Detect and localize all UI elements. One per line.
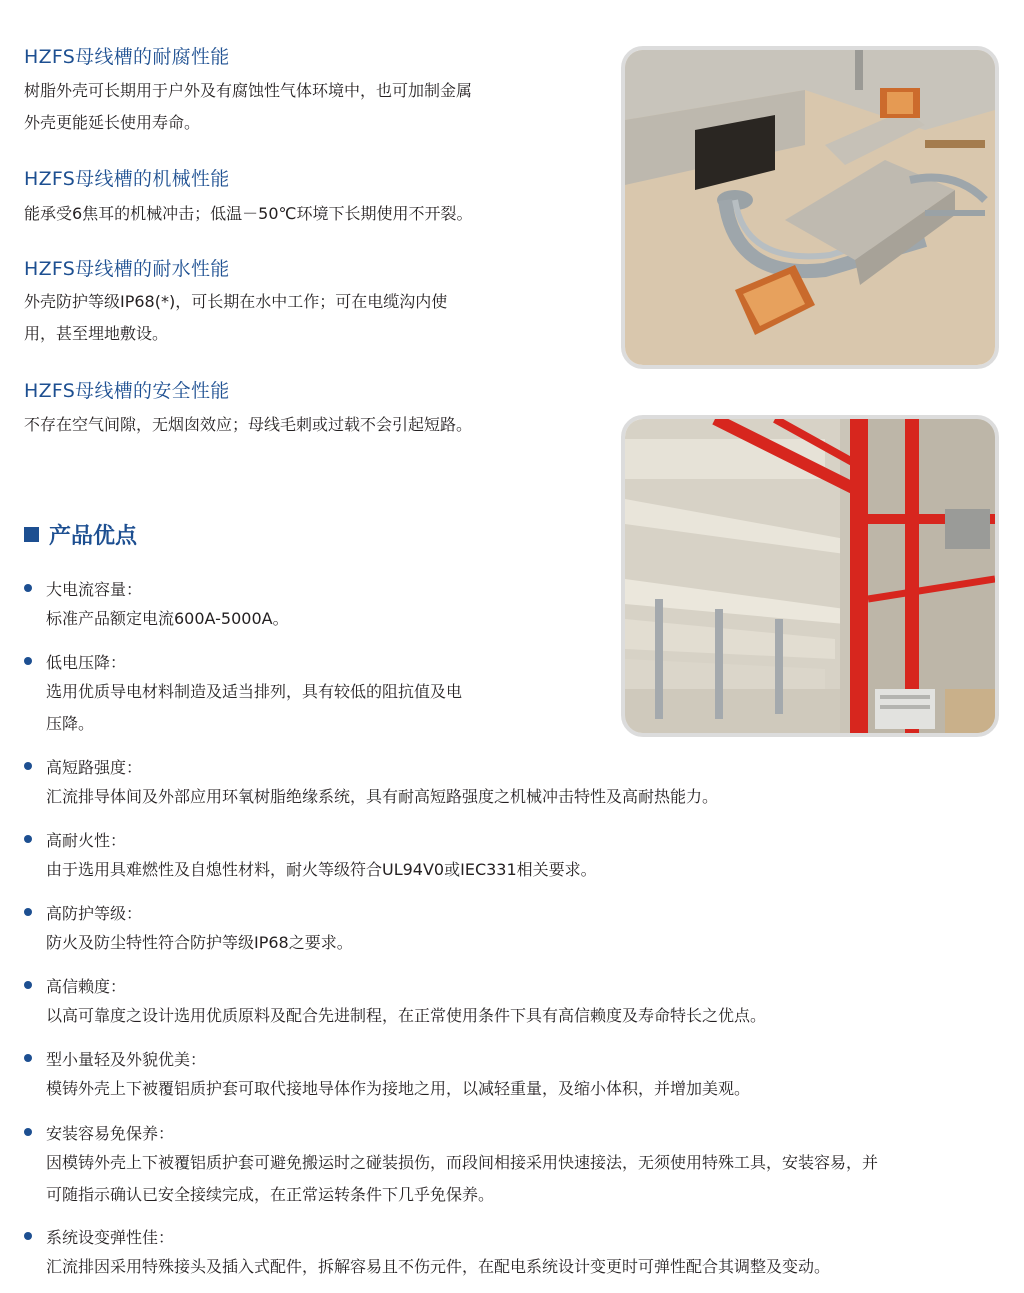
list-item-desc: 汇流排因采用特殊接头及插入式配件，拆解容易且不伤元件，在配电系统设计变更时可弹性配合其调整及变动。 <box>46 1257 831 1276</box>
list-item-desc: 以高可靠度之设计选用优质原料及配合先进制程，在正常使用条件下具有高信赖度及寿命特长之优点。 <box>46 1006 767 1025</box>
list-item-title: 大电流容量： <box>46 579 143 599</box>
busway-install-photo <box>621 46 999 369</box>
list-item-title: 高短路强度： <box>46 757 143 777</box>
bullet-icon <box>24 1054 32 1062</box>
section-line: 外壳防护等级IP68(*)，可长期在水中工作；可在电缆沟内使 <box>24 292 448 311</box>
list-item-desc: 模铸外壳上下被覆铝质护套可取代接地导体作为接地之用，以减轻重量，及缩小体积，并增加美观。 <box>46 1079 751 1098</box>
list-item-desc: 由于选用具难燃性及自熄性材料，耐火等级符合UL94V0或IEC331相关要求。 <box>46 860 597 879</box>
section-title: HZFS母线槽的安全性能 <box>24 380 230 402</box>
section-line: 不存在空气间隙，无烟囱效应；母线毛刺或过载不会引起短路。 <box>24 415 473 434</box>
section-title: HZFS母线槽的耐腐性能 <box>24 46 230 68</box>
list-item-desc: 压降。 <box>46 714 95 733</box>
list-item-title: 高耐火性： <box>46 830 127 850</box>
bullet-icon <box>24 981 32 989</box>
list-item <box>24 824 597 886</box>
section-line: 外壳更能延长使用寿命。 <box>24 113 201 132</box>
list-item <box>24 1117 878 1211</box>
bullet-icon <box>24 835 32 843</box>
section-title: HZFS母线槽的耐水性能 <box>24 258 230 280</box>
list-item-desc: 汇流排导体间及外部应用环氧树脂绝缘系统，具有耐高短路强度之机械冲击特性及高耐热能力。 <box>46 787 719 806</box>
bullet-icon <box>24 657 32 665</box>
bullet-icon <box>24 908 32 916</box>
list-item <box>24 897 353 959</box>
list-item <box>24 751 718 813</box>
list-item-title: 高防护等级： <box>46 903 143 923</box>
bullet-icon <box>24 762 32 770</box>
section-line: 树脂外壳可长期用于户外及有腐蚀性气体环境中，也可加制金属 <box>24 81 473 100</box>
bullet-icon <box>24 1232 32 1240</box>
list-item <box>24 646 462 740</box>
square-bullet-icon <box>24 527 39 542</box>
list-item-title: 安装容易免保养： <box>46 1123 175 1143</box>
busway-install-illustration <box>625 50 995 365</box>
section-line: 能承受6焦耳的机械冲击；低温－50℃环境下长期使用不开裂。 <box>24 204 473 223</box>
list-item-desc: 标准产品额定电流600A-5000A。 <box>46 609 289 628</box>
bullet-icon <box>24 1128 32 1136</box>
list-item-title: 系统设变弹性佳： <box>46 1227 175 1247</box>
list-item-desc: 选用优质导电材料制造及适当排列，具有较低的阻抗值及电 <box>46 682 463 701</box>
list-item <box>24 1221 830 1283</box>
list-item-desc: 防火及防尘特性符合防护等级IP68之要求。 <box>46 933 353 952</box>
list-item <box>24 573 289 635</box>
section-line: 用，甚至埋地敷设。 <box>24 324 169 343</box>
list-item-title: 高信赖度： <box>46 976 127 996</box>
list-item-desc: 因模铸外壳上下被覆铝质护套可避免搬运时之碰装损伤，而段间相接采用快速接法，无须使用特殊工具，安装容易，并 <box>46 1153 879 1172</box>
list-item <box>24 970 766 1032</box>
list-item-desc: 可随指示确认已安全接续完成，在正常运转条件下几乎免保养。 <box>46 1185 495 1204</box>
advantages-heading <box>24 519 137 550</box>
busway-corridor-photo <box>621 415 999 737</box>
list-item-title: 低电压降： <box>46 652 127 672</box>
list-item <box>24 1043 750 1105</box>
list-item-title: 型小量轻及外貌优美： <box>46 1049 207 1069</box>
bullet-icon <box>24 584 32 592</box>
section-title: HZFS母线槽的机械性能 <box>24 168 230 190</box>
busway-corridor-illustration <box>625 419 995 733</box>
advantages-heading-text: 产品优点 <box>49 524 138 549</box>
